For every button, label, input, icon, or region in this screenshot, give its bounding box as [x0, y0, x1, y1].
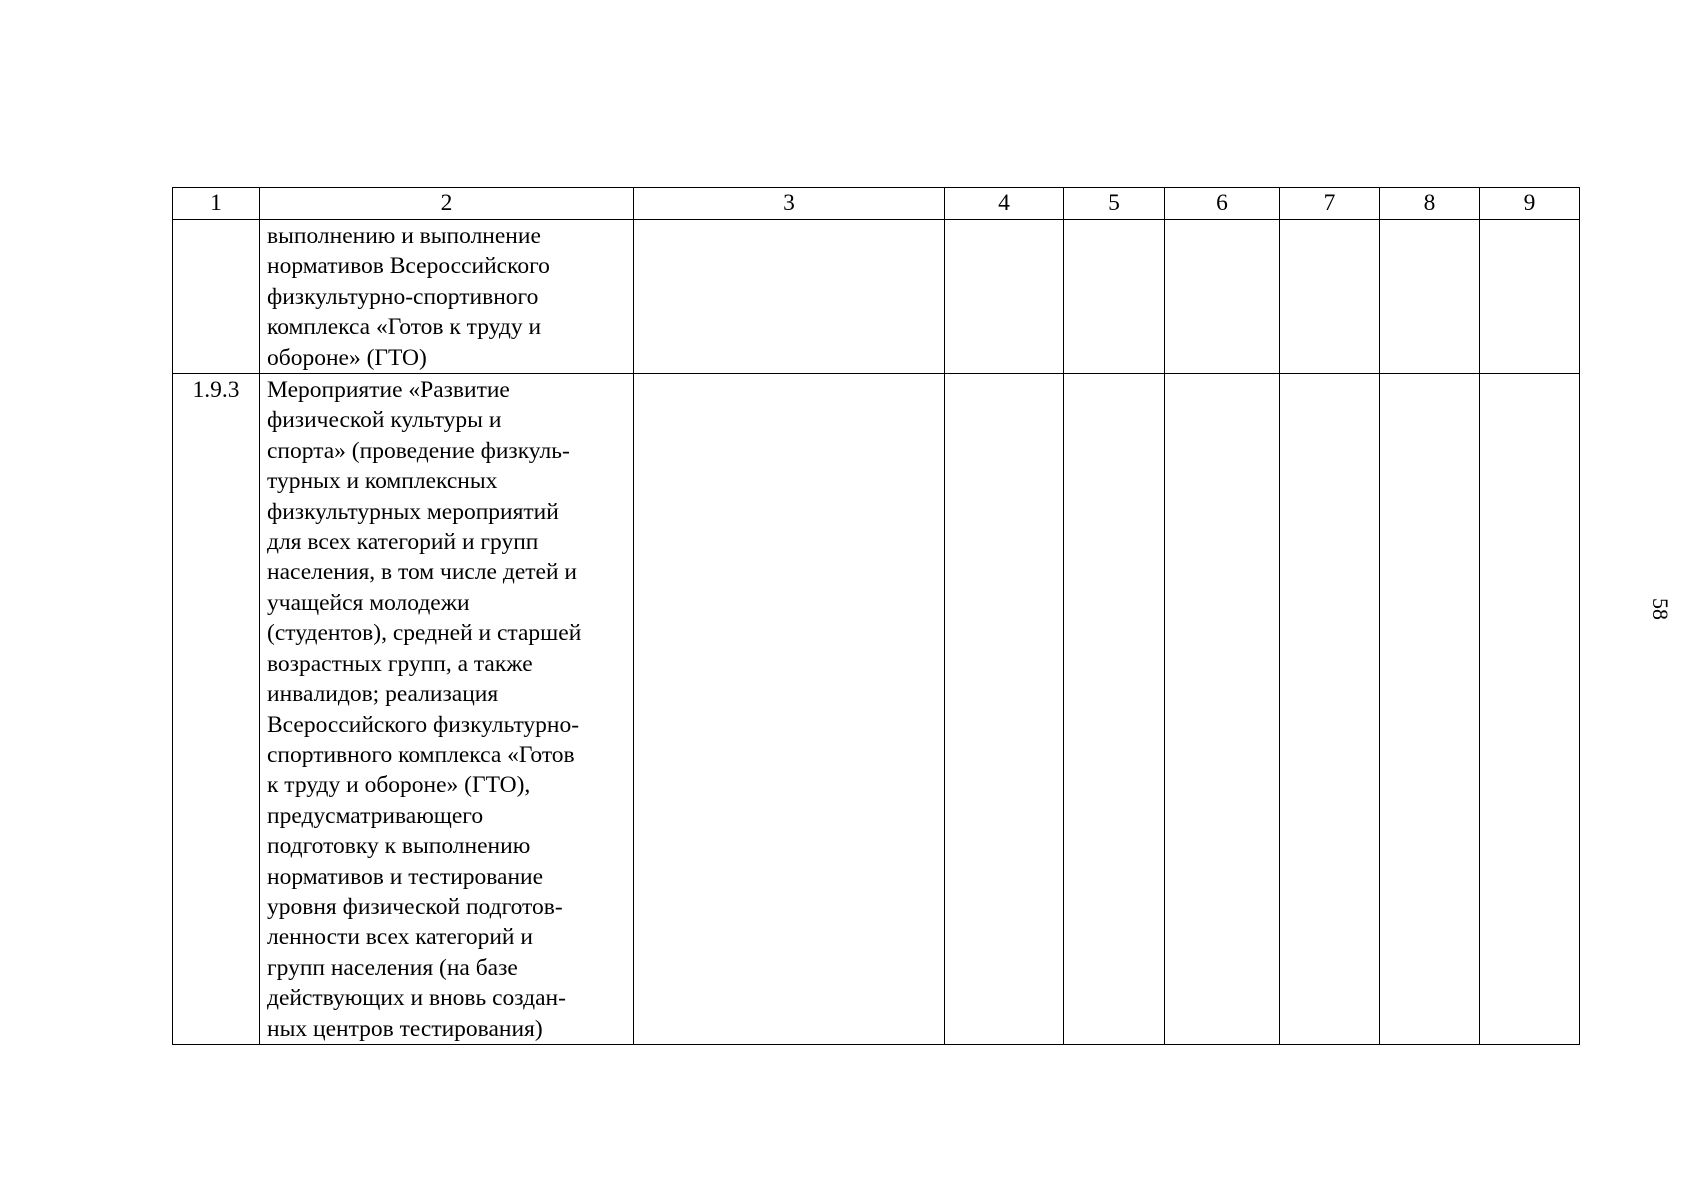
- table-cell-col-3: [634, 374, 945, 1045]
- row-number-cell: [173, 220, 260, 374]
- table-cell-col-4: [945, 220, 1064, 374]
- row-number-cell: 1.9.3: [173, 374, 260, 1045]
- column-header-3: 3: [634, 188, 945, 220]
- table-row: [173, 374, 1580, 1045]
- table-cell-col-9: [1480, 374, 1580, 1045]
- column-header-7: 7: [1280, 188, 1380, 220]
- column-header-4: 4: [945, 188, 1064, 220]
- column-header-9: 9: [1480, 188, 1580, 220]
- table-cell-col-6: [1165, 220, 1280, 374]
- table-cell-col-7: [1280, 374, 1380, 1045]
- table-cell-col-9: [1480, 220, 1580, 374]
- page-number: 58: [1648, 598, 1673, 620]
- column-header-6: 6: [1165, 188, 1280, 220]
- program-activities-table: [172, 187, 1580, 1045]
- column-header-8: 8: [1380, 188, 1480, 220]
- table-cell-col-8: [1380, 220, 1480, 374]
- table-cell-col-7: [1280, 220, 1380, 374]
- column-header-5: 5: [1064, 188, 1165, 220]
- table-row: [173, 220, 1580, 374]
- activity-description-cell: Мероприятие «Развитие физической культуры и спорта» (проведение физкуль- турных и комплексных физкультурных мероприятий для всех категорий и групп населения, в том числе детей и учащейся молодежи (студентов), средней и старшей возрастных групп, а также инвалидов; реализация Всероссийского физкультурно- спортивного комплекса «Готов к труду и обороне» (ГТО), предусматривающего подготовку к выполнению нормативов и тестирование уровня физической подготов- ленности всех категорий и групп населения (на базе действующих и вновь создан- ных центров тестирования): [260, 374, 634, 1045]
- column-header-2: 2: [260, 188, 634, 220]
- table-cell-col-5: [1064, 220, 1165, 374]
- table-cell-col-8: [1380, 374, 1480, 1045]
- table-cell-col-5: [1064, 374, 1165, 1045]
- table-cell-col-6: [1165, 374, 1280, 1045]
- table-cell-col-4: [945, 374, 1064, 1045]
- activity-description-cell: выполнению и выполнение нормативов Всероссийского физкультурно-спортивного комплекса «Готов к труду и обороне» (ГТО): [260, 220, 634, 374]
- column-header-1: 1: [173, 188, 260, 220]
- table-cell-col-3: [634, 220, 945, 374]
- table-header-row: [173, 188, 1580, 220]
